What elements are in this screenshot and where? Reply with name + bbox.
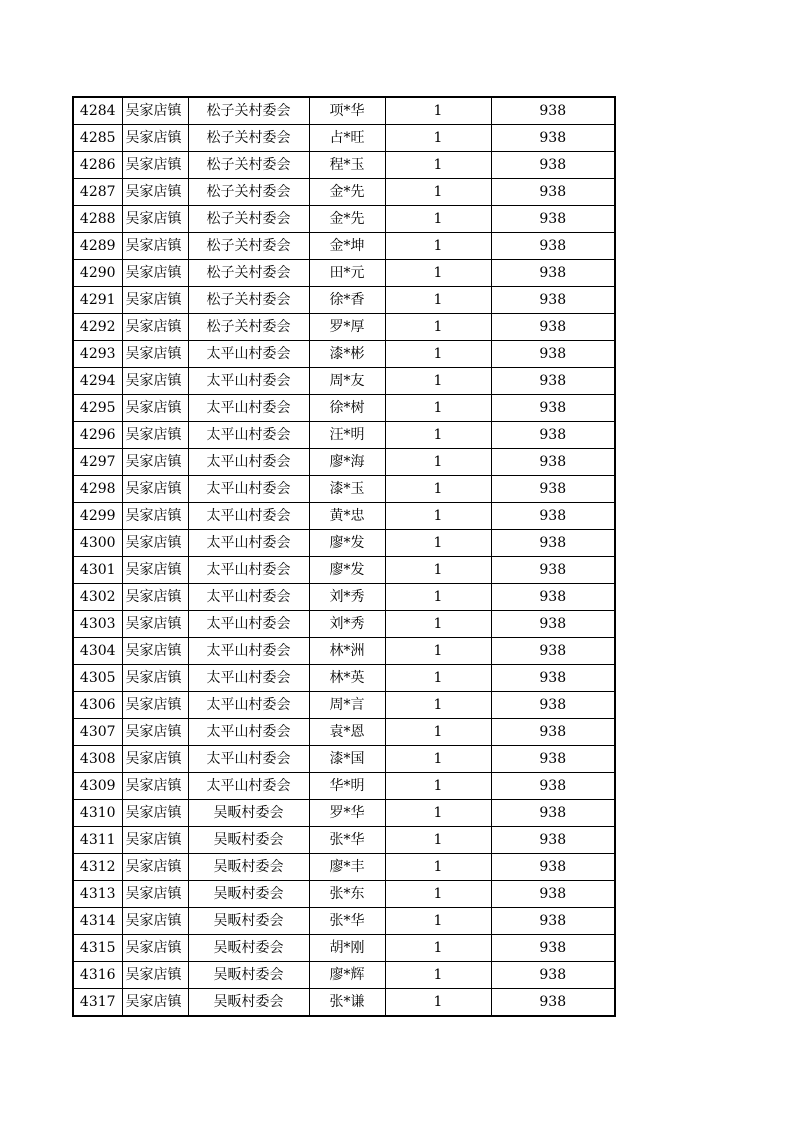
village-cell: 太平山村委会 xyxy=(188,530,309,557)
table-row xyxy=(73,422,615,449)
village-cell: 吴畈村委会 xyxy=(188,827,309,854)
town-cell: 吴家店镇 xyxy=(122,287,188,314)
count-cell: 1 xyxy=(385,233,491,260)
table-row xyxy=(73,341,615,368)
person-name-cell: 罗*厚 xyxy=(309,314,385,341)
person-name-cell: 周*言 xyxy=(309,692,385,719)
village-cell: 太平山村委会 xyxy=(188,449,309,476)
row-number: 4317 xyxy=(73,989,122,1017)
town-cell: 吴家店镇 xyxy=(122,449,188,476)
town-cell: 吴家店镇 xyxy=(122,719,188,746)
village-cell: 松子关村委会 xyxy=(188,260,309,287)
amount-cell: 938 xyxy=(491,233,615,260)
village-cell: 吴畈村委会 xyxy=(188,881,309,908)
village-cell: 太平山村委会 xyxy=(188,422,309,449)
row-number: 4290 xyxy=(73,260,122,287)
row-number: 4315 xyxy=(73,935,122,962)
village-cell: 太平山村委会 xyxy=(188,746,309,773)
count-cell: 1 xyxy=(385,746,491,773)
person-name-cell: 徐*香 xyxy=(309,287,385,314)
count-cell: 1 xyxy=(385,557,491,584)
row-number: 4287 xyxy=(73,179,122,206)
table-row xyxy=(73,800,615,827)
town-cell: 吴家店镇 xyxy=(122,989,188,1017)
town-cell: 吴家店镇 xyxy=(122,206,188,233)
table-row xyxy=(73,476,615,503)
person-name-cell: 田*元 xyxy=(309,260,385,287)
row-number: 4286 xyxy=(73,152,122,179)
count-cell: 1 xyxy=(385,206,491,233)
count-cell: 1 xyxy=(385,260,491,287)
table-row xyxy=(73,611,615,638)
person-name-cell: 漆*玉 xyxy=(309,476,385,503)
count-cell: 1 xyxy=(385,341,491,368)
village-cell: 松子关村委会 xyxy=(188,233,309,260)
count-cell: 1 xyxy=(385,989,491,1017)
count-cell: 1 xyxy=(385,638,491,665)
person-name-cell: 林*英 xyxy=(309,665,385,692)
table-row xyxy=(73,530,615,557)
village-cell: 吴畈村委会 xyxy=(188,908,309,935)
row-number: 4284 xyxy=(73,97,122,125)
row-number: 4311 xyxy=(73,827,122,854)
village-cell: 太平山村委会 xyxy=(188,665,309,692)
amount-cell: 938 xyxy=(491,962,615,989)
row-number: 4296 xyxy=(73,422,122,449)
town-cell: 吴家店镇 xyxy=(122,746,188,773)
table-row xyxy=(73,449,615,476)
count-cell: 1 xyxy=(385,935,491,962)
amount-cell: 938 xyxy=(491,881,615,908)
town-cell: 吴家店镇 xyxy=(122,665,188,692)
town-cell: 吴家店镇 xyxy=(122,611,188,638)
person-name-cell: 黄*忠 xyxy=(309,503,385,530)
table-row xyxy=(73,179,615,206)
table-row xyxy=(73,638,615,665)
row-number: 4302 xyxy=(73,584,122,611)
row-number: 4301 xyxy=(73,557,122,584)
amount-cell: 938 xyxy=(491,638,615,665)
amount-cell: 938 xyxy=(491,152,615,179)
count-cell: 1 xyxy=(385,449,491,476)
count-cell: 1 xyxy=(385,395,491,422)
town-cell: 吴家店镇 xyxy=(122,341,188,368)
village-cell: 太平山村委会 xyxy=(188,638,309,665)
town-cell: 吴家店镇 xyxy=(122,881,188,908)
amount-cell: 938 xyxy=(491,692,615,719)
table-row xyxy=(73,746,615,773)
table-row xyxy=(73,584,615,611)
count-cell: 1 xyxy=(385,908,491,935)
row-number: 4314 xyxy=(73,908,122,935)
amount-cell: 938 xyxy=(491,989,615,1017)
person-name-cell: 汪*明 xyxy=(309,422,385,449)
village-cell: 太平山村委会 xyxy=(188,557,309,584)
village-cell: 太平山村委会 xyxy=(188,773,309,800)
count-cell: 1 xyxy=(385,854,491,881)
amount-cell: 938 xyxy=(491,854,615,881)
person-name-cell: 金*坤 xyxy=(309,233,385,260)
person-name-cell: 华*明 xyxy=(309,773,385,800)
town-cell: 吴家店镇 xyxy=(122,179,188,206)
amount-cell: 938 xyxy=(491,746,615,773)
amount-cell: 938 xyxy=(491,422,615,449)
town-cell: 吴家店镇 xyxy=(122,422,188,449)
table-row xyxy=(73,935,615,962)
row-number: 4306 xyxy=(73,692,122,719)
amount-cell: 938 xyxy=(491,719,615,746)
count-cell: 1 xyxy=(385,962,491,989)
table-row xyxy=(73,827,615,854)
count-cell: 1 xyxy=(385,179,491,206)
table-row xyxy=(73,125,615,152)
person-name-cell: 廖*海 xyxy=(309,449,385,476)
town-cell: 吴家店镇 xyxy=(122,476,188,503)
count-cell: 1 xyxy=(385,152,491,179)
amount-cell: 938 xyxy=(491,800,615,827)
person-name-cell: 占*旺 xyxy=(309,125,385,152)
count-cell: 1 xyxy=(385,287,491,314)
count-cell: 1 xyxy=(385,800,491,827)
row-number: 4307 xyxy=(73,719,122,746)
table-row xyxy=(73,503,615,530)
amount-cell: 938 xyxy=(491,125,615,152)
person-name-cell: 胡*刚 xyxy=(309,935,385,962)
table-row xyxy=(73,314,615,341)
town-cell: 吴家店镇 xyxy=(122,314,188,341)
row-number: 4316 xyxy=(73,962,122,989)
village-cell: 太平山村委会 xyxy=(188,395,309,422)
person-name-cell: 刘*秀 xyxy=(309,611,385,638)
person-name-cell: 廖*发 xyxy=(309,557,385,584)
village-cell: 松子关村委会 xyxy=(188,125,309,152)
village-cell: 太平山村委会 xyxy=(188,476,309,503)
person-name-cell: 金*先 xyxy=(309,179,385,206)
village-cell: 太平山村委会 xyxy=(188,692,309,719)
person-name-cell: 林*洲 xyxy=(309,638,385,665)
town-cell: 吴家店镇 xyxy=(122,584,188,611)
table-row xyxy=(73,773,615,800)
village-cell: 太平山村委会 xyxy=(188,611,309,638)
row-number: 4299 xyxy=(73,503,122,530)
person-name-cell: 周*友 xyxy=(309,368,385,395)
table-row xyxy=(73,97,615,125)
amount-cell: 938 xyxy=(491,179,615,206)
count-cell: 1 xyxy=(385,584,491,611)
table-row xyxy=(73,854,615,881)
count-cell: 1 xyxy=(385,827,491,854)
amount-cell: 938 xyxy=(491,260,615,287)
town-cell: 吴家店镇 xyxy=(122,800,188,827)
person-name-cell: 刘*秀 xyxy=(309,584,385,611)
row-number: 4309 xyxy=(73,773,122,800)
count-cell: 1 xyxy=(385,422,491,449)
town-cell: 吴家店镇 xyxy=(122,97,188,125)
table-row xyxy=(73,665,615,692)
amount-cell: 938 xyxy=(491,314,615,341)
table-row xyxy=(73,368,615,395)
count-cell: 1 xyxy=(385,719,491,746)
row-number: 4305 xyxy=(73,665,122,692)
village-cell: 松子关村委会 xyxy=(188,152,309,179)
village-cell: 太平山村委会 xyxy=(188,584,309,611)
amount-cell: 938 xyxy=(491,557,615,584)
person-name-cell: 张*东 xyxy=(309,881,385,908)
table-row xyxy=(73,962,615,989)
data-table xyxy=(72,96,616,1017)
person-name-cell: 漆*彬 xyxy=(309,341,385,368)
amount-cell: 938 xyxy=(491,503,615,530)
row-number: 4294 xyxy=(73,368,122,395)
amount-cell: 938 xyxy=(491,368,615,395)
amount-cell: 938 xyxy=(491,395,615,422)
town-cell: 吴家店镇 xyxy=(122,260,188,287)
row-number: 4304 xyxy=(73,638,122,665)
row-number: 4313 xyxy=(73,881,122,908)
table-row xyxy=(73,395,615,422)
row-number: 4292 xyxy=(73,314,122,341)
person-name-cell: 袁*恩 xyxy=(309,719,385,746)
row-number: 4285 xyxy=(73,125,122,152)
row-number: 4310 xyxy=(73,800,122,827)
town-cell: 吴家店镇 xyxy=(122,557,188,584)
count-cell: 1 xyxy=(385,530,491,557)
count-cell: 1 xyxy=(385,125,491,152)
table-row xyxy=(73,692,615,719)
town-cell: 吴家店镇 xyxy=(122,773,188,800)
town-cell: 吴家店镇 xyxy=(122,368,188,395)
row-number: 4293 xyxy=(73,341,122,368)
amount-cell: 938 xyxy=(491,449,615,476)
town-cell: 吴家店镇 xyxy=(122,503,188,530)
village-cell: 吴畈村委会 xyxy=(188,800,309,827)
amount-cell: 938 xyxy=(491,341,615,368)
row-number: 4291 xyxy=(73,287,122,314)
count-cell: 1 xyxy=(385,368,491,395)
person-name-cell: 张*华 xyxy=(309,827,385,854)
amount-cell: 938 xyxy=(491,206,615,233)
person-name-cell: 罗*华 xyxy=(309,800,385,827)
amount-cell: 938 xyxy=(491,530,615,557)
table-row xyxy=(73,557,615,584)
count-cell: 1 xyxy=(385,314,491,341)
person-name-cell: 项*华 xyxy=(309,97,385,125)
table-row xyxy=(73,287,615,314)
amount-cell: 938 xyxy=(491,287,615,314)
amount-cell: 938 xyxy=(491,665,615,692)
amount-cell: 938 xyxy=(491,584,615,611)
amount-cell: 938 xyxy=(491,97,615,125)
amount-cell: 938 xyxy=(491,935,615,962)
town-cell: 吴家店镇 xyxy=(122,530,188,557)
town-cell: 吴家店镇 xyxy=(122,152,188,179)
person-name-cell: 廖*发 xyxy=(309,530,385,557)
amount-cell: 938 xyxy=(491,611,615,638)
village-cell: 太平山村委会 xyxy=(188,368,309,395)
person-name-cell: 廖*丰 xyxy=(309,854,385,881)
village-cell: 吴畈村委会 xyxy=(188,989,309,1017)
table-row xyxy=(73,908,615,935)
village-cell: 松子关村委会 xyxy=(188,287,309,314)
count-cell: 1 xyxy=(385,476,491,503)
row-number: 4295 xyxy=(73,395,122,422)
count-cell: 1 xyxy=(385,692,491,719)
row-number: 4288 xyxy=(73,206,122,233)
count-cell: 1 xyxy=(385,611,491,638)
table-row xyxy=(73,881,615,908)
village-cell: 松子关村委会 xyxy=(188,179,309,206)
amount-cell: 938 xyxy=(491,908,615,935)
count-cell: 1 xyxy=(385,881,491,908)
table-row xyxy=(73,260,615,287)
count-cell: 1 xyxy=(385,773,491,800)
row-number: 4300 xyxy=(73,530,122,557)
town-cell: 吴家店镇 xyxy=(122,827,188,854)
row-number: 4303 xyxy=(73,611,122,638)
village-cell: 吴畈村委会 xyxy=(188,962,309,989)
amount-cell: 938 xyxy=(491,476,615,503)
village-cell: 松子关村委会 xyxy=(188,206,309,233)
village-cell: 吴畈村委会 xyxy=(188,854,309,881)
table-row xyxy=(73,989,615,1017)
count-cell: 1 xyxy=(385,665,491,692)
person-name-cell: 张*华 xyxy=(309,908,385,935)
town-cell: 吴家店镇 xyxy=(122,233,188,260)
town-cell: 吴家店镇 xyxy=(122,125,188,152)
person-name-cell: 廖*辉 xyxy=(309,962,385,989)
village-cell: 吴畈村委会 xyxy=(188,935,309,962)
amount-cell: 938 xyxy=(491,827,615,854)
count-cell: 1 xyxy=(385,97,491,125)
table-row xyxy=(73,233,615,260)
village-cell: 太平山村委会 xyxy=(188,719,309,746)
village-cell: 松子关村委会 xyxy=(188,97,309,125)
person-name-cell: 徐*树 xyxy=(309,395,385,422)
row-number: 4312 xyxy=(73,854,122,881)
town-cell: 吴家店镇 xyxy=(122,854,188,881)
person-name-cell: 漆*国 xyxy=(309,746,385,773)
row-number: 4298 xyxy=(73,476,122,503)
town-cell: 吴家店镇 xyxy=(122,962,188,989)
town-cell: 吴家店镇 xyxy=(122,638,188,665)
town-cell: 吴家店镇 xyxy=(122,692,188,719)
row-number: 4289 xyxy=(73,233,122,260)
row-number: 4308 xyxy=(73,746,122,773)
table-row xyxy=(73,152,615,179)
person-name-cell: 张*谦 xyxy=(309,989,385,1017)
table-row xyxy=(73,206,615,233)
table-row xyxy=(73,719,615,746)
village-cell: 松子关村委会 xyxy=(188,314,309,341)
amount-cell: 938 xyxy=(491,773,615,800)
person-name-cell: 金*先 xyxy=(309,206,385,233)
town-cell: 吴家店镇 xyxy=(122,908,188,935)
village-cell: 太平山村委会 xyxy=(188,341,309,368)
count-cell: 1 xyxy=(385,503,491,530)
table-body xyxy=(73,97,615,1016)
town-cell: 吴家店镇 xyxy=(122,935,188,962)
person-name-cell: 程*玉 xyxy=(309,152,385,179)
row-number: 4297 xyxy=(73,449,122,476)
town-cell: 吴家店镇 xyxy=(122,395,188,422)
village-cell: 太平山村委会 xyxy=(188,503,309,530)
